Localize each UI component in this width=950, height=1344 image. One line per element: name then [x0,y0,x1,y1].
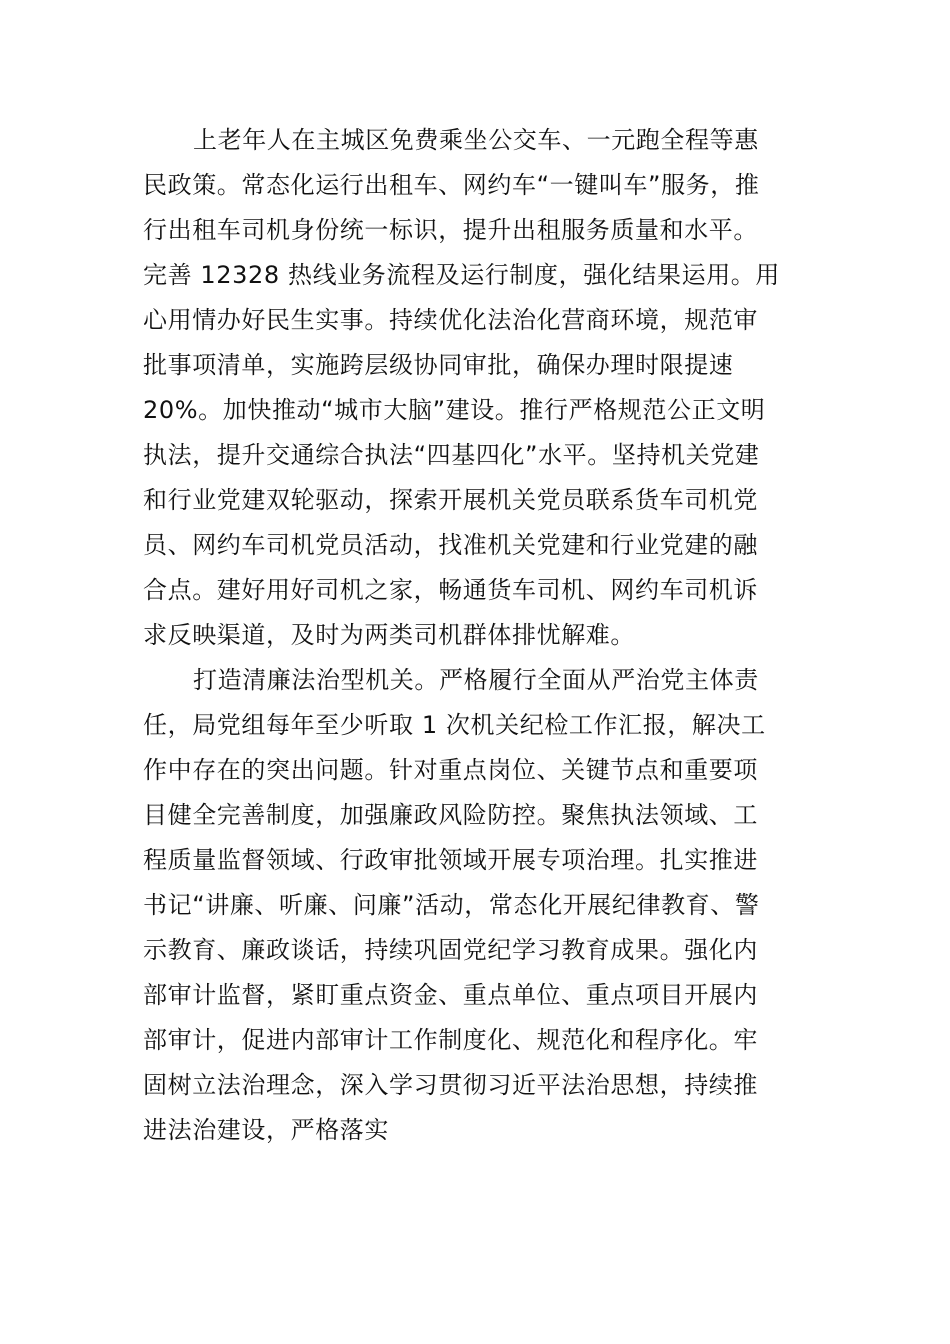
text-line: 完善 12328 热线业务流程及运行制度，强化结果运用。用 [143,261,781,289]
text-line: 部审计，促进内部审计工作制度化、规范化和程序化。牢 [143,1026,758,1054]
text-line: 上老年人在主城区免费乘坐公交车、一元跑全程等惠 [193,126,759,154]
text-line: 行出租车司机身份统一标识，提升出租服务质量和水平。 [143,216,758,244]
text-line: 20%。加快推动“城市大脑”建设。推行严格规范公正文明 [143,396,766,424]
text-line: 程质量监督领域、行政审批领域开展专项治理。扎实推进 [143,846,758,874]
text-line: 求反映渠道，及时为两类司机群体排忧解难。 [143,621,635,649]
text-line: 进法治建设，严格落实 [143,1116,389,1144]
text-line: 和行业党建双轮驱动，探索开展机关党员联系货车司机党 [143,486,758,514]
text-line: 心用情办好民生实事。持续优化法治化营商环境，规范审 [143,306,758,334]
text-line: 目健全完善制度，加强廉政风险防控。聚焦执法领域、工 [143,801,758,829]
text-line: 作中存在的突出问题。针对重点岗位、关键节点和重要项 [143,756,758,784]
text-line: 示教育、廉政谈话，持续巩固党纪学习教育成果。强化内 [143,936,758,964]
document-body [143,118,807,1153]
text-line: 部审计监督，紧盯重点资金、重点单位、重点项目开展内 [143,981,758,1009]
text-line: 固树立法治理念，深入学习贯彻习近平法治思想，持续推 [143,1071,758,1099]
paragraph-1 [143,118,807,658]
text-line: 民政策。常态化运行出租车、网约车“一键叫车”服务，推 [143,171,760,199]
text-line: 任，局党组每年至少听取 1 次机关纪检工作汇报，解决工 [143,711,766,739]
text-line: 员、网约车司机党员活动，找准机关党建和行业党建的融 [143,531,758,559]
text-line: 合点。建好用好司机之家，畅通货车司机、网约车司机诉 [143,576,758,604]
text-line: 批事项清单，实施跨层级协同审批，确保办理时限提速 [143,351,734,379]
text-line: 打造清廉法治型机关。严格履行全面从严治党主体责 [193,666,759,694]
paragraph-2 [143,658,807,1153]
text-line: 执法，提升交通综合执法“四基四化”水平。坚持机关党建 [143,441,760,469]
text-line: 书记“讲廉、听廉、问廉”活动，常态化开展纪律教育、警 [143,891,760,919]
